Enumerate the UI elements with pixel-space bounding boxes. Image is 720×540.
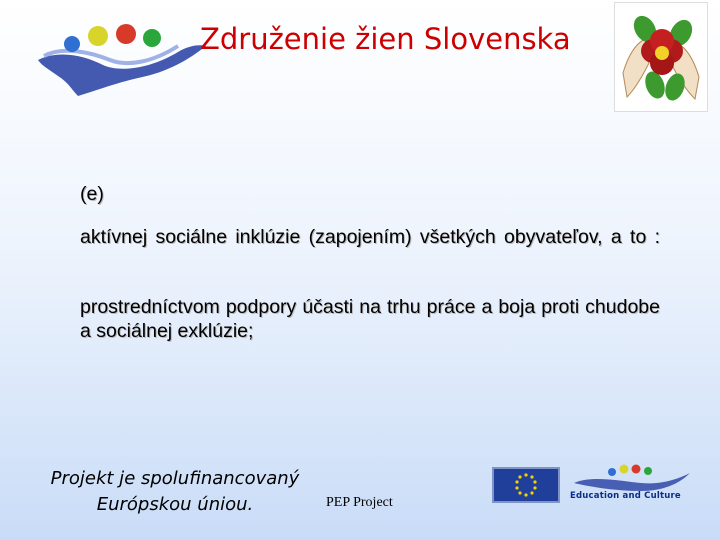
funding-line-1: Projekt je spolufinancovaný — [50, 468, 300, 489]
paragraph-labour-market: prostredníctvom podpory účasti na trhu práce a boja proti chudobe a sociálnej exklúzie; — [80, 296, 660, 342]
eu-flag-icon — [492, 467, 560, 503]
funding-line-2: Európskou úniou. — [96, 494, 254, 515]
funding-note — [40, 466, 310, 518]
education-culture-label: Education and Culture — [570, 491, 681, 501]
enum-label: (e) — [80, 183, 104, 205]
flying-figure-logo-icon — [28, 10, 218, 100]
logo-frame — [614, 2, 708, 112]
project-label: PEP Project — [326, 495, 393, 510]
paragraph-inclusion: aktívnej sociálne inklúzie (zapojením) všetkých obyvateľov, a to : — [80, 226, 660, 248]
page-title: Združenie žien Slovenska — [200, 22, 571, 56]
flower-hands-logo-icon — [615, 3, 707, 111]
